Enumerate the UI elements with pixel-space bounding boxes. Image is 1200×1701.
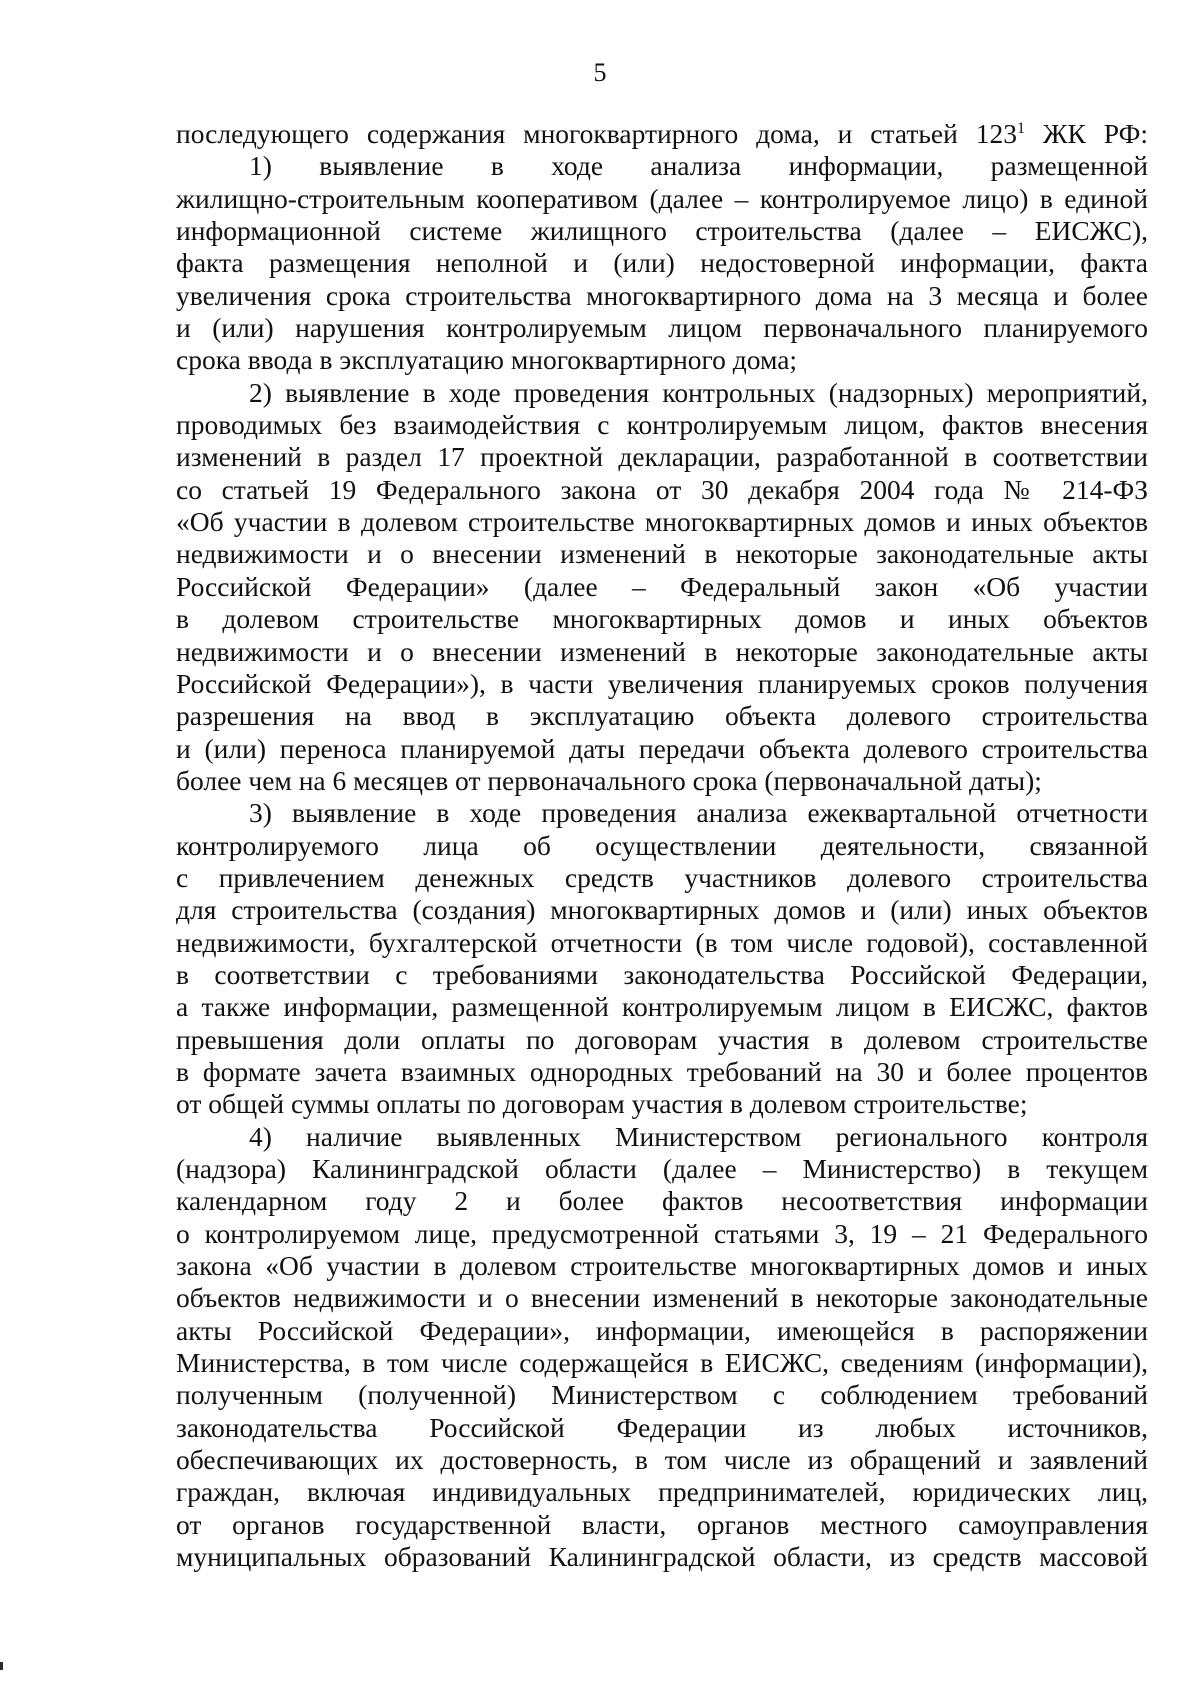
text-line: закона «Об участии в долевом строительстве многоквартирных домов и иных <box>176 1250 1148 1282</box>
text-line: Российской Федерации» (далее – Федеральный закон «Об участии <box>176 570 1148 602</box>
text-line: со статьей 19 Федерального закона от 30 декабря 2004 года № 214-ФЗ <box>176 473 1148 505</box>
text-line: полученным (полученной) Министерством с соблюдением требований <box>176 1379 1148 1411</box>
text-line: более чем на 6 месяцев от первоначального срока (первоначальной даты); <box>176 764 1042 796</box>
text-line: для строительства (создания) многоквартирных домов и (или) иных объектов <box>176 894 1148 926</box>
text-line: 1) выявление в ходе анализа информации, размещенной <box>249 150 1148 182</box>
text-line: недвижимости, бухгалтерской отчетности (в том числе годовой), составленной <box>176 926 1148 958</box>
text-line: недвижимости и о внесении изменений в некоторые законодательные акты <box>176 635 1148 667</box>
text-line: контролируемого лица об осуществлении деятельности, связанной <box>176 829 1148 861</box>
text-line <box>176 118 1148 150</box>
text-line: изменений в раздел 17 проектной декларации, разработанной в соответствии <box>176 441 1148 473</box>
document-body <box>176 118 1148 1573</box>
text-line: разрешения на ввод в эксплуатацию объекта долевого строительства <box>176 700 1148 732</box>
text-line: от органов государственной власти, органов местного самоуправления <box>176 1508 1148 1540</box>
text-line-part: последующего содержания многоквартирного дома, и статьей 123 <box>176 118 1017 149</box>
text-line: муниципальных образований Калининградской области, из средств массовой <box>176 1541 1148 1573</box>
text-line: информационной системе жилищного строительства (далее – ЕИСЖС), <box>176 215 1148 247</box>
text-line: 4) наличие выявленных Министерством регионального контроля <box>249 1120 1148 1152</box>
text-line: с привлечением денежных средств участников долевого строительства <box>176 861 1148 893</box>
scan-artifact <box>0 1662 3 1670</box>
text-line: Министерства, в том числе содержащейся в ЕИСЖС, сведениям (информации), <box>176 1347 1148 1379</box>
text-line: превышения доли оплаты по договорам участия в долевом строительстве <box>176 1023 1148 1055</box>
text-line: от общей суммы оплаты по договорам участия в долевом строительстве; <box>176 1088 1028 1120</box>
text-line: (надзора) Калининградской области (далее – Министерство) в текущем <box>176 1153 1148 1184</box>
text-line: проводимых без взаимодействия с контролируемым лицом, фактов внесения <box>176 409 1148 441</box>
text-line: в соответствии с требованиями законодательства Российской Федерации, <box>176 958 1148 990</box>
text-line: факта размещения неполной и (или) недостоверной информации, факта <box>176 247 1148 279</box>
text-line: и (или) нарушения контролируемым лицом первоначального планируемого <box>176 312 1148 344</box>
text-line: срока ввода в эксплуатацию многоквартирного дома; <box>176 344 798 376</box>
text-line: жилищно-строительным кооперативом (далее – контролируемое лицо) в единой <box>176 182 1148 214</box>
text-line: 2) выявление в ходе проведения контрольных (надзорных) мероприятий, <box>249 376 1148 408</box>
text-line: о контролируемом лице, предусмотренной статьями 3, 19 – 21 Федерального <box>176 1217 1148 1249</box>
text-line: и (или) переноса планируемой даты передачи объекта долевого строительства <box>176 732 1148 764</box>
text-line: 3) выявление в ходе проведения анализа ежеквартальной отчетности <box>249 797 1148 829</box>
text-line: а также информации, размещенной контролируемым лицом в ЕИСЖС, фактов <box>176 991 1148 1023</box>
text-line: в формате зачета взаимных однородных требований на 30 и более процентов <box>176 1055 1148 1087</box>
page-number: 5 <box>593 58 607 87</box>
superscript: 1 <box>1016 120 1025 137</box>
text-line: обеспечивающих их достоверность, в том числе из обращений и заявлений <box>176 1444 1148 1476</box>
text-line: Российской Федерации»), в части увеличения планируемых сроков получения <box>176 667 1148 699</box>
text-line: увеличения срока строительства многоквартирного дома на 3 месяца и более <box>176 279 1148 311</box>
text-line: акты Российской Федерации», информации, имеющейся в распоряжении <box>176 1314 1148 1346</box>
text-line: граждан, включая индивидуальных предпринимателей, юридических лиц, <box>176 1476 1148 1508</box>
text-line: календарном году 2 и более фактов несоответствия информации <box>176 1185 1148 1217</box>
text-line: объектов недвижимости и о внесении изменений в некоторые законодательные <box>176 1282 1148 1314</box>
text-line: «Об участии в долевом строительстве многоквартирных домов и иных объектов <box>176 506 1148 538</box>
text-line: в долевом строительстве многоквартирных домов и иных объектов <box>176 603 1148 635</box>
text-line: законодательства Российской Федерации из любых источников, <box>176 1411 1148 1443</box>
text-line-part: ЖК РФ: <box>1024 118 1148 149</box>
text-line: недвижимости и о внесении изменений в некоторые законодательные акты <box>176 538 1148 570</box>
